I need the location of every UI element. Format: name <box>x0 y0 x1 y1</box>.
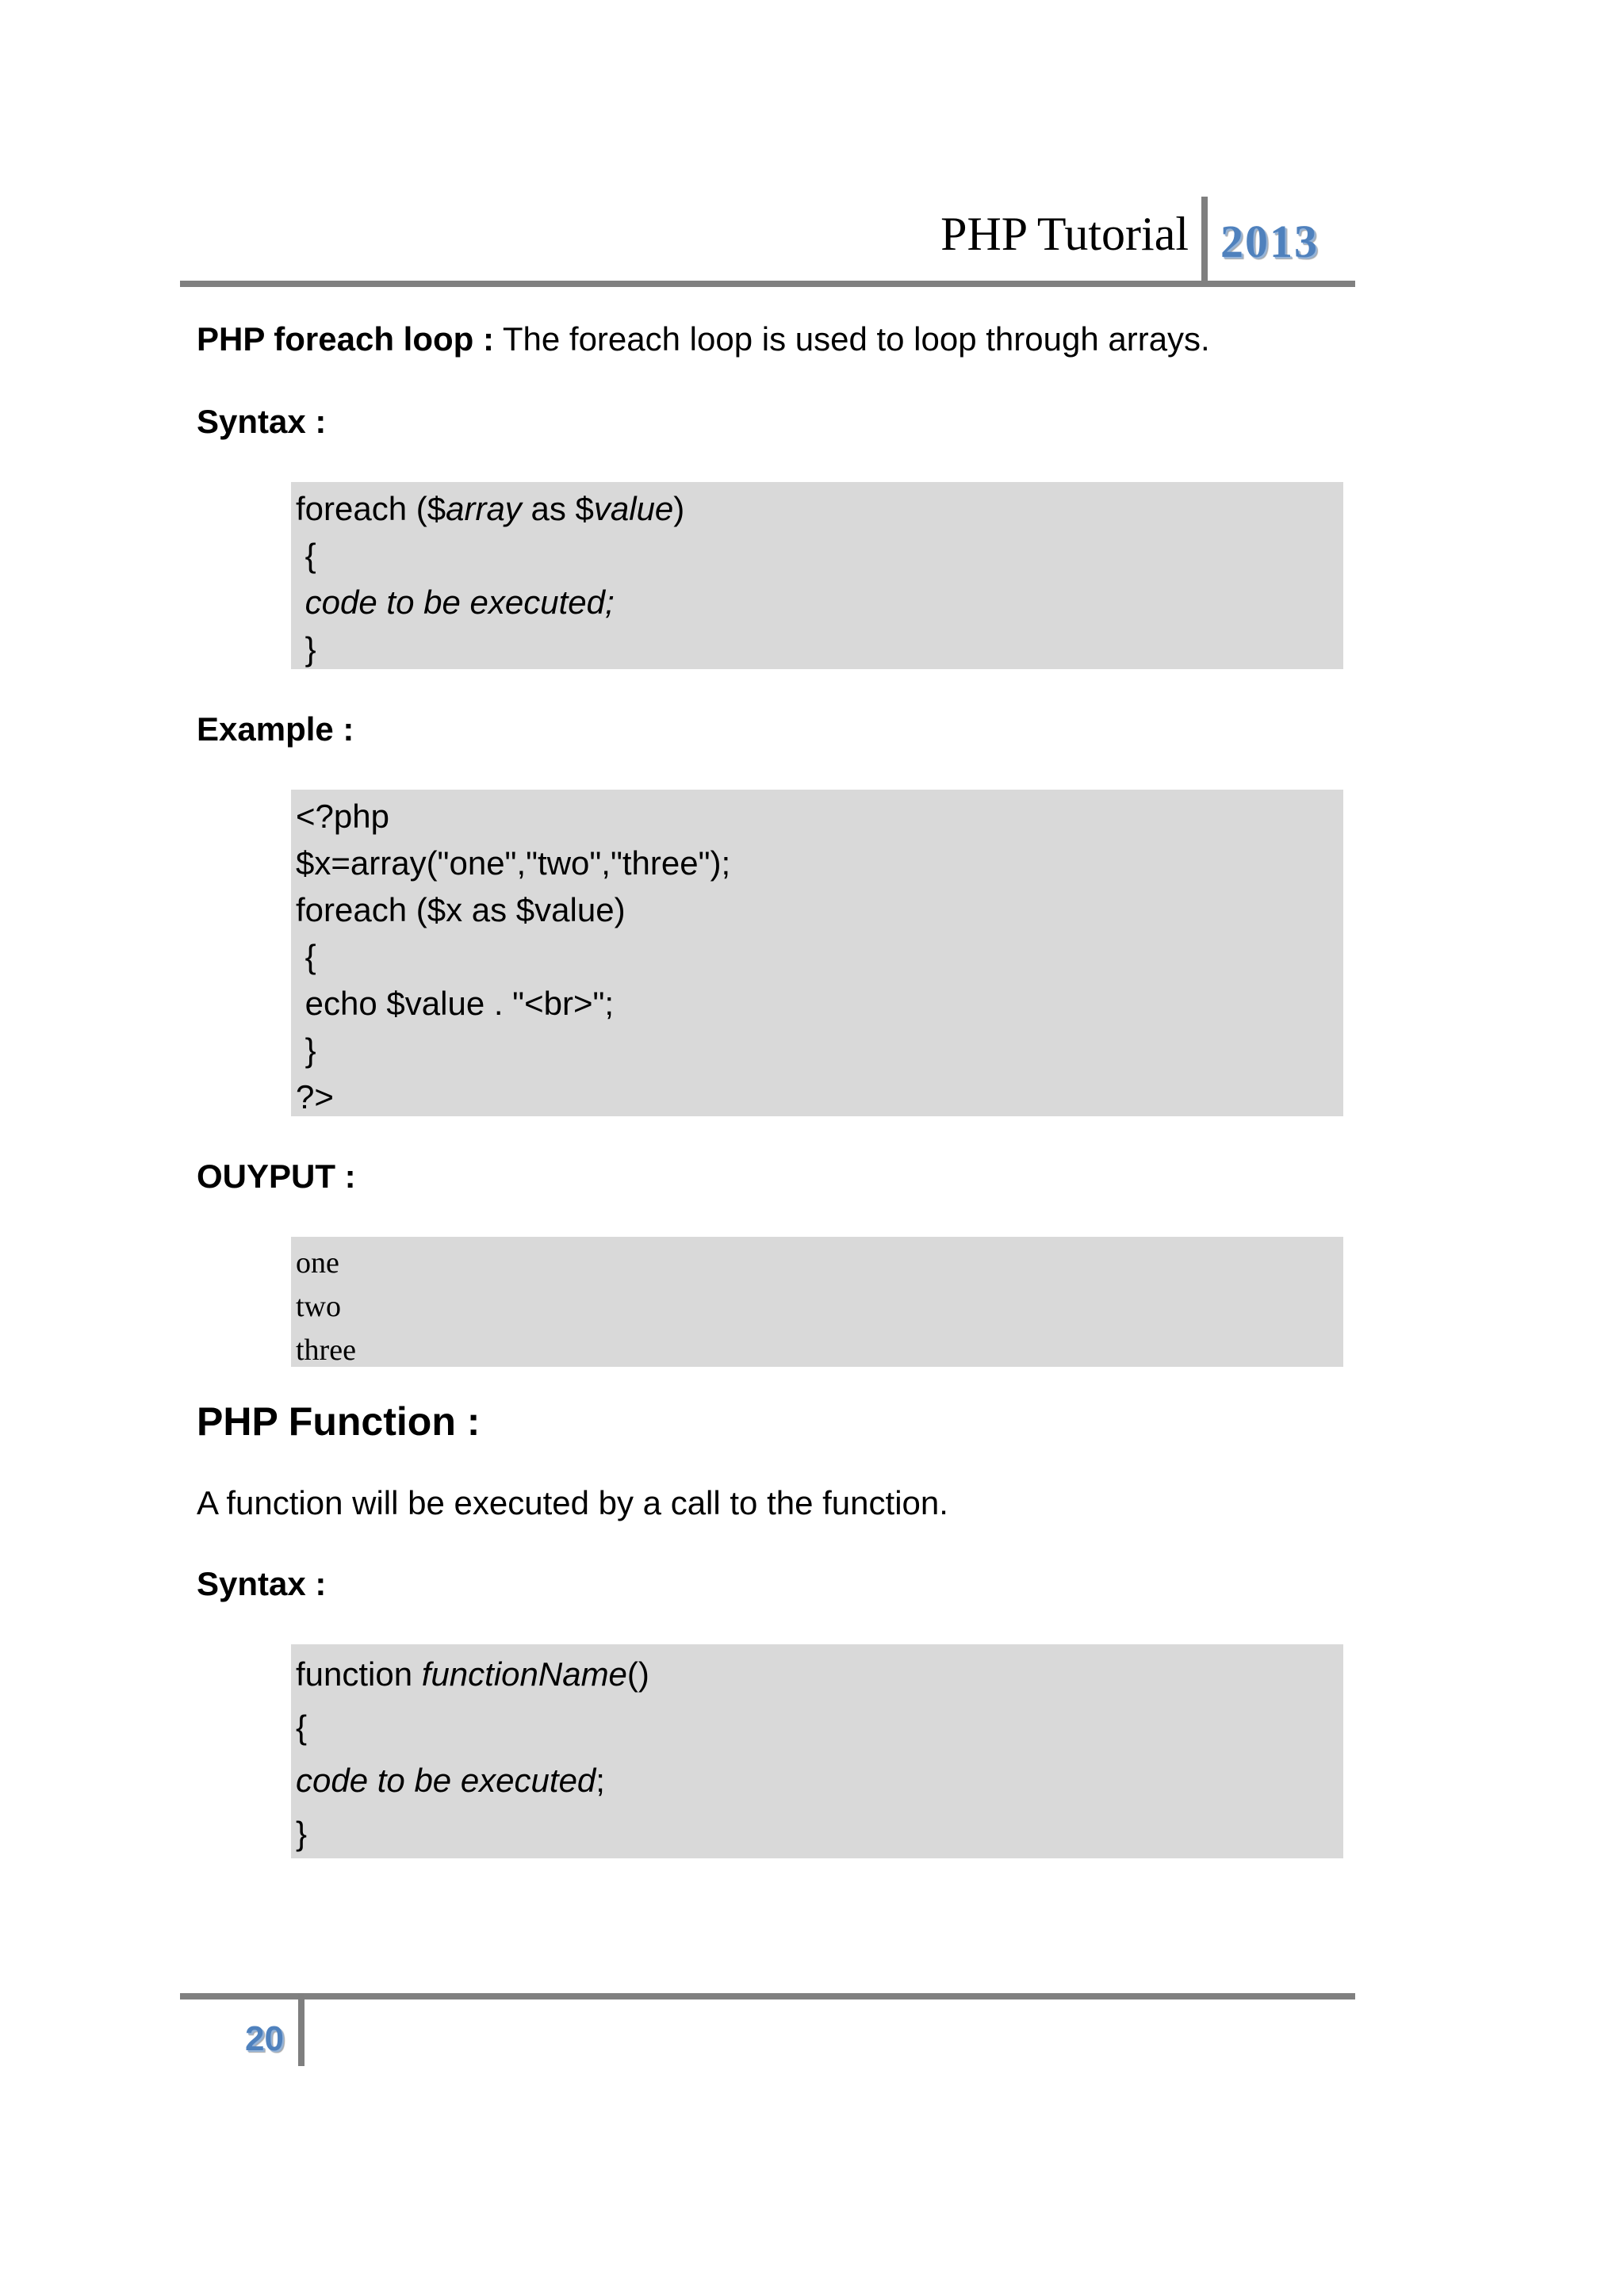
function-description: A function will be executed by a call to the function. <box>197 1484 948 1521</box>
foreach-syntax-label: Syntax : <box>197 403 327 440</box>
page-content <box>197 317 1354 1858</box>
code-line <box>296 1647 1339 1701</box>
code-line: foreach ($x as $value) <box>296 891 626 928</box>
code-line <box>296 579 1339 626</box>
code-line: { <box>296 1709 308 1746</box>
foreach-intro <box>197 317 1354 362</box>
code-line: ?> <box>296 1078 334 1115</box>
example-code-block <box>291 790 1343 1116</box>
function-syntax-label: Syntax : <box>197 1565 327 1602</box>
page-number: 20 <box>245 2019 284 2058</box>
page-footer <box>180 1993 1355 2069</box>
code-placeholder: functionName <box>421 1655 627 1693</box>
code-placeholder: array <box>446 490 522 527</box>
function-syntax-code-block <box>291 1644 1343 1858</box>
output-line: one <box>296 1246 339 1280</box>
code-placeholder: value <box>593 490 674 527</box>
header-divider <box>1201 197 1208 284</box>
foreach-syntax-code-block <box>291 482 1343 669</box>
code-line <box>296 1754 1339 1807</box>
header-rule <box>180 281 1355 287</box>
code-text: ) <box>673 490 685 527</box>
footer-divider <box>298 1993 304 2066</box>
output-line: two <box>296 1290 341 1323</box>
output-label: OUYPUT : <box>197 1158 356 1195</box>
code-line: { <box>296 938 316 975</box>
code-placeholder: code to be executed <box>296 1762 596 1799</box>
example-label: Example : <box>197 710 354 748</box>
code-line: <?php <box>296 798 389 835</box>
page-header <box>180 197 1355 285</box>
footer-rule <box>180 1993 1355 1999</box>
document-title: PHP Tutorial <box>940 208 1189 260</box>
foreach-label: PHP foreach loop : <box>197 320 494 358</box>
code-line: { <box>296 537 316 574</box>
document-year: 2013 <box>1220 216 1319 267</box>
code-line: } <box>296 630 316 668</box>
code-text: foreach ($ <box>296 490 446 527</box>
output-block <box>291 1237 1343 1367</box>
code-line: } <box>296 1815 308 1852</box>
function-heading: PHP Function : <box>197 1399 481 1444</box>
code-text: function <box>296 1655 422 1693</box>
code-text: ; <box>596 1762 605 1799</box>
code-line: } <box>296 1031 316 1069</box>
code-line: echo $value . "<br>"; <box>296 985 615 1022</box>
code-text: as $ <box>521 490 594 527</box>
code-line: $x=array("one","two","three"); <box>296 844 731 882</box>
code-placeholder: code to be executed; <box>304 584 615 621</box>
foreach-description: The foreach loop is used to loop through arrays. <box>493 320 1210 358</box>
code-text: () <box>626 1655 649 1693</box>
code-line <box>296 485 1339 532</box>
output-line: three <box>296 1334 356 1367</box>
